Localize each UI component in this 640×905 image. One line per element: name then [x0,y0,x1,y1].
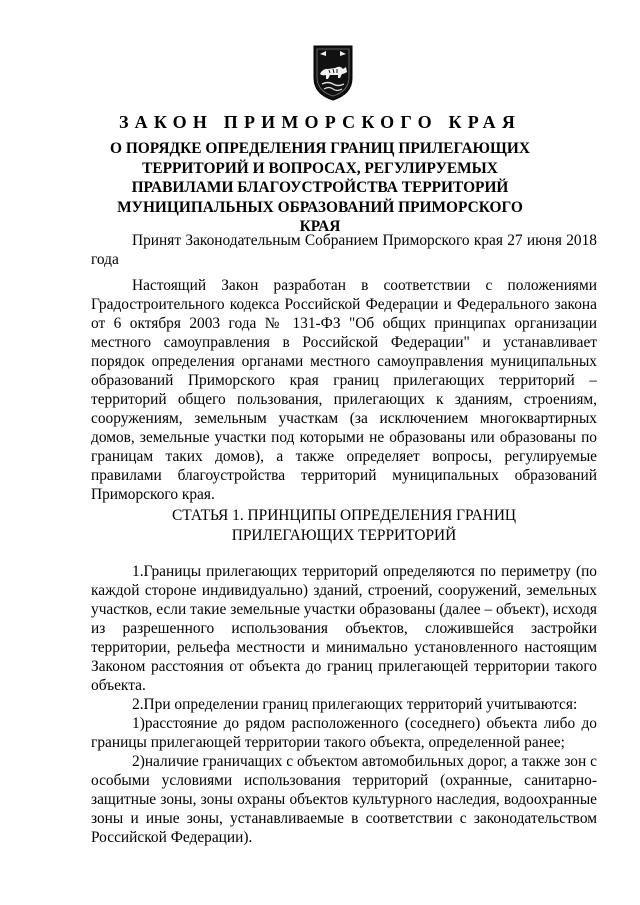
article-1-body [91,562,597,847]
article-1-heading-line-1: СТАТЬЯ 1. ПРИНЦИПЫ ОПРЕДЕЛЕНИЯ ГРАНИЦ [171,507,517,524]
adoption-note-block [91,231,597,269]
article-1-paragraph-3: 1)расстояние до рядом расположенного (соседнего) объекта либо до границы прилегающей территории такого объекта, определенной ранее; [91,715,597,751]
article-1-heading-line-2: ПРИЛЕГАЮЩИХ ТЕРРИТОРИЙ [231,526,457,544]
article-1-heading [91,506,597,545]
preamble: Настоящий Закон разработан в соответствии с положениями Градостроительного кодекса Российской Федерации и Федерального закона от 6 октября 2003 года № 131-ФЗ "Об общих принципах организации местного самоуправления в Российской Федерации" и устанавливает порядок определения органами местного самоуправления муниципальных образований Приморского края границ прилегающих территорий – территорий общего пользования, прилегающих к зданиям, строениям, сооружениям, земельным участкам (за исключением многоквартирных домов, земельные участки под которыми не образованы или образованы по границам таких домов), а также определяет вопросы, регулируемые правилами благоустройства территорий муниципальных образований Приморского края. [91,277,597,503]
primorsky-krai-coat-of-arms-icon [308,44,358,102]
adoption-note: Принят Законодательным Собранием Приморского края 27 июня 2018 года [91,232,597,268]
law-title: ЗАКОН ПРИМОРСКОГО КРАЯ [118,112,522,132]
article-1-paragraph-4: 2)наличие граничащих с объектом автомобильных дорог, а также зон с особыми условиями использования территорий (охранные, санитарно-защитные зоны, зоны охраны объектов культурного наследия, водоохранные зоны и иные зоны, устанавливаемые в соответствии с законодательством Российской Федерации). [91,753,597,846]
article-1-paragraph-1: 1.Границы прилегающих территорий определяются по периметру (по каждой стороне индивидуально) зданий, строений, сооружений, земельных участков, если такие земельные участки образованы (далее – объект), исходя из разрешенного использования объектов, сложившейся застройки территории, рельефа местности и минимально установленного настоящим Законом расстояния от объекта до границ прилегающей территории такого объекта. [91,563,597,694]
article-1-paragraph-2: 2.При определении границ прилегающих территорий учитываются: [132,696,578,713]
law-subtitle: О ПОРЯДКЕ ОПРЕДЕЛЕНИЯ ГРАНИЦ ПРИЛЕГАЮЩИХ ТЕРРИТОРИЙ И ВОПРОСАХ, РЕГУЛИРУЕМЫХ ПРАВИЛАМИ БЛАГОУСТРОЙСТВА ТЕРРИТОРИЙ МУНИЦИПАЛЬНЫХ ОБРАЗОВАНИЙ ПРИМОРСКОГО КРАЯ [110,140,530,235]
preamble-block [91,276,597,504]
